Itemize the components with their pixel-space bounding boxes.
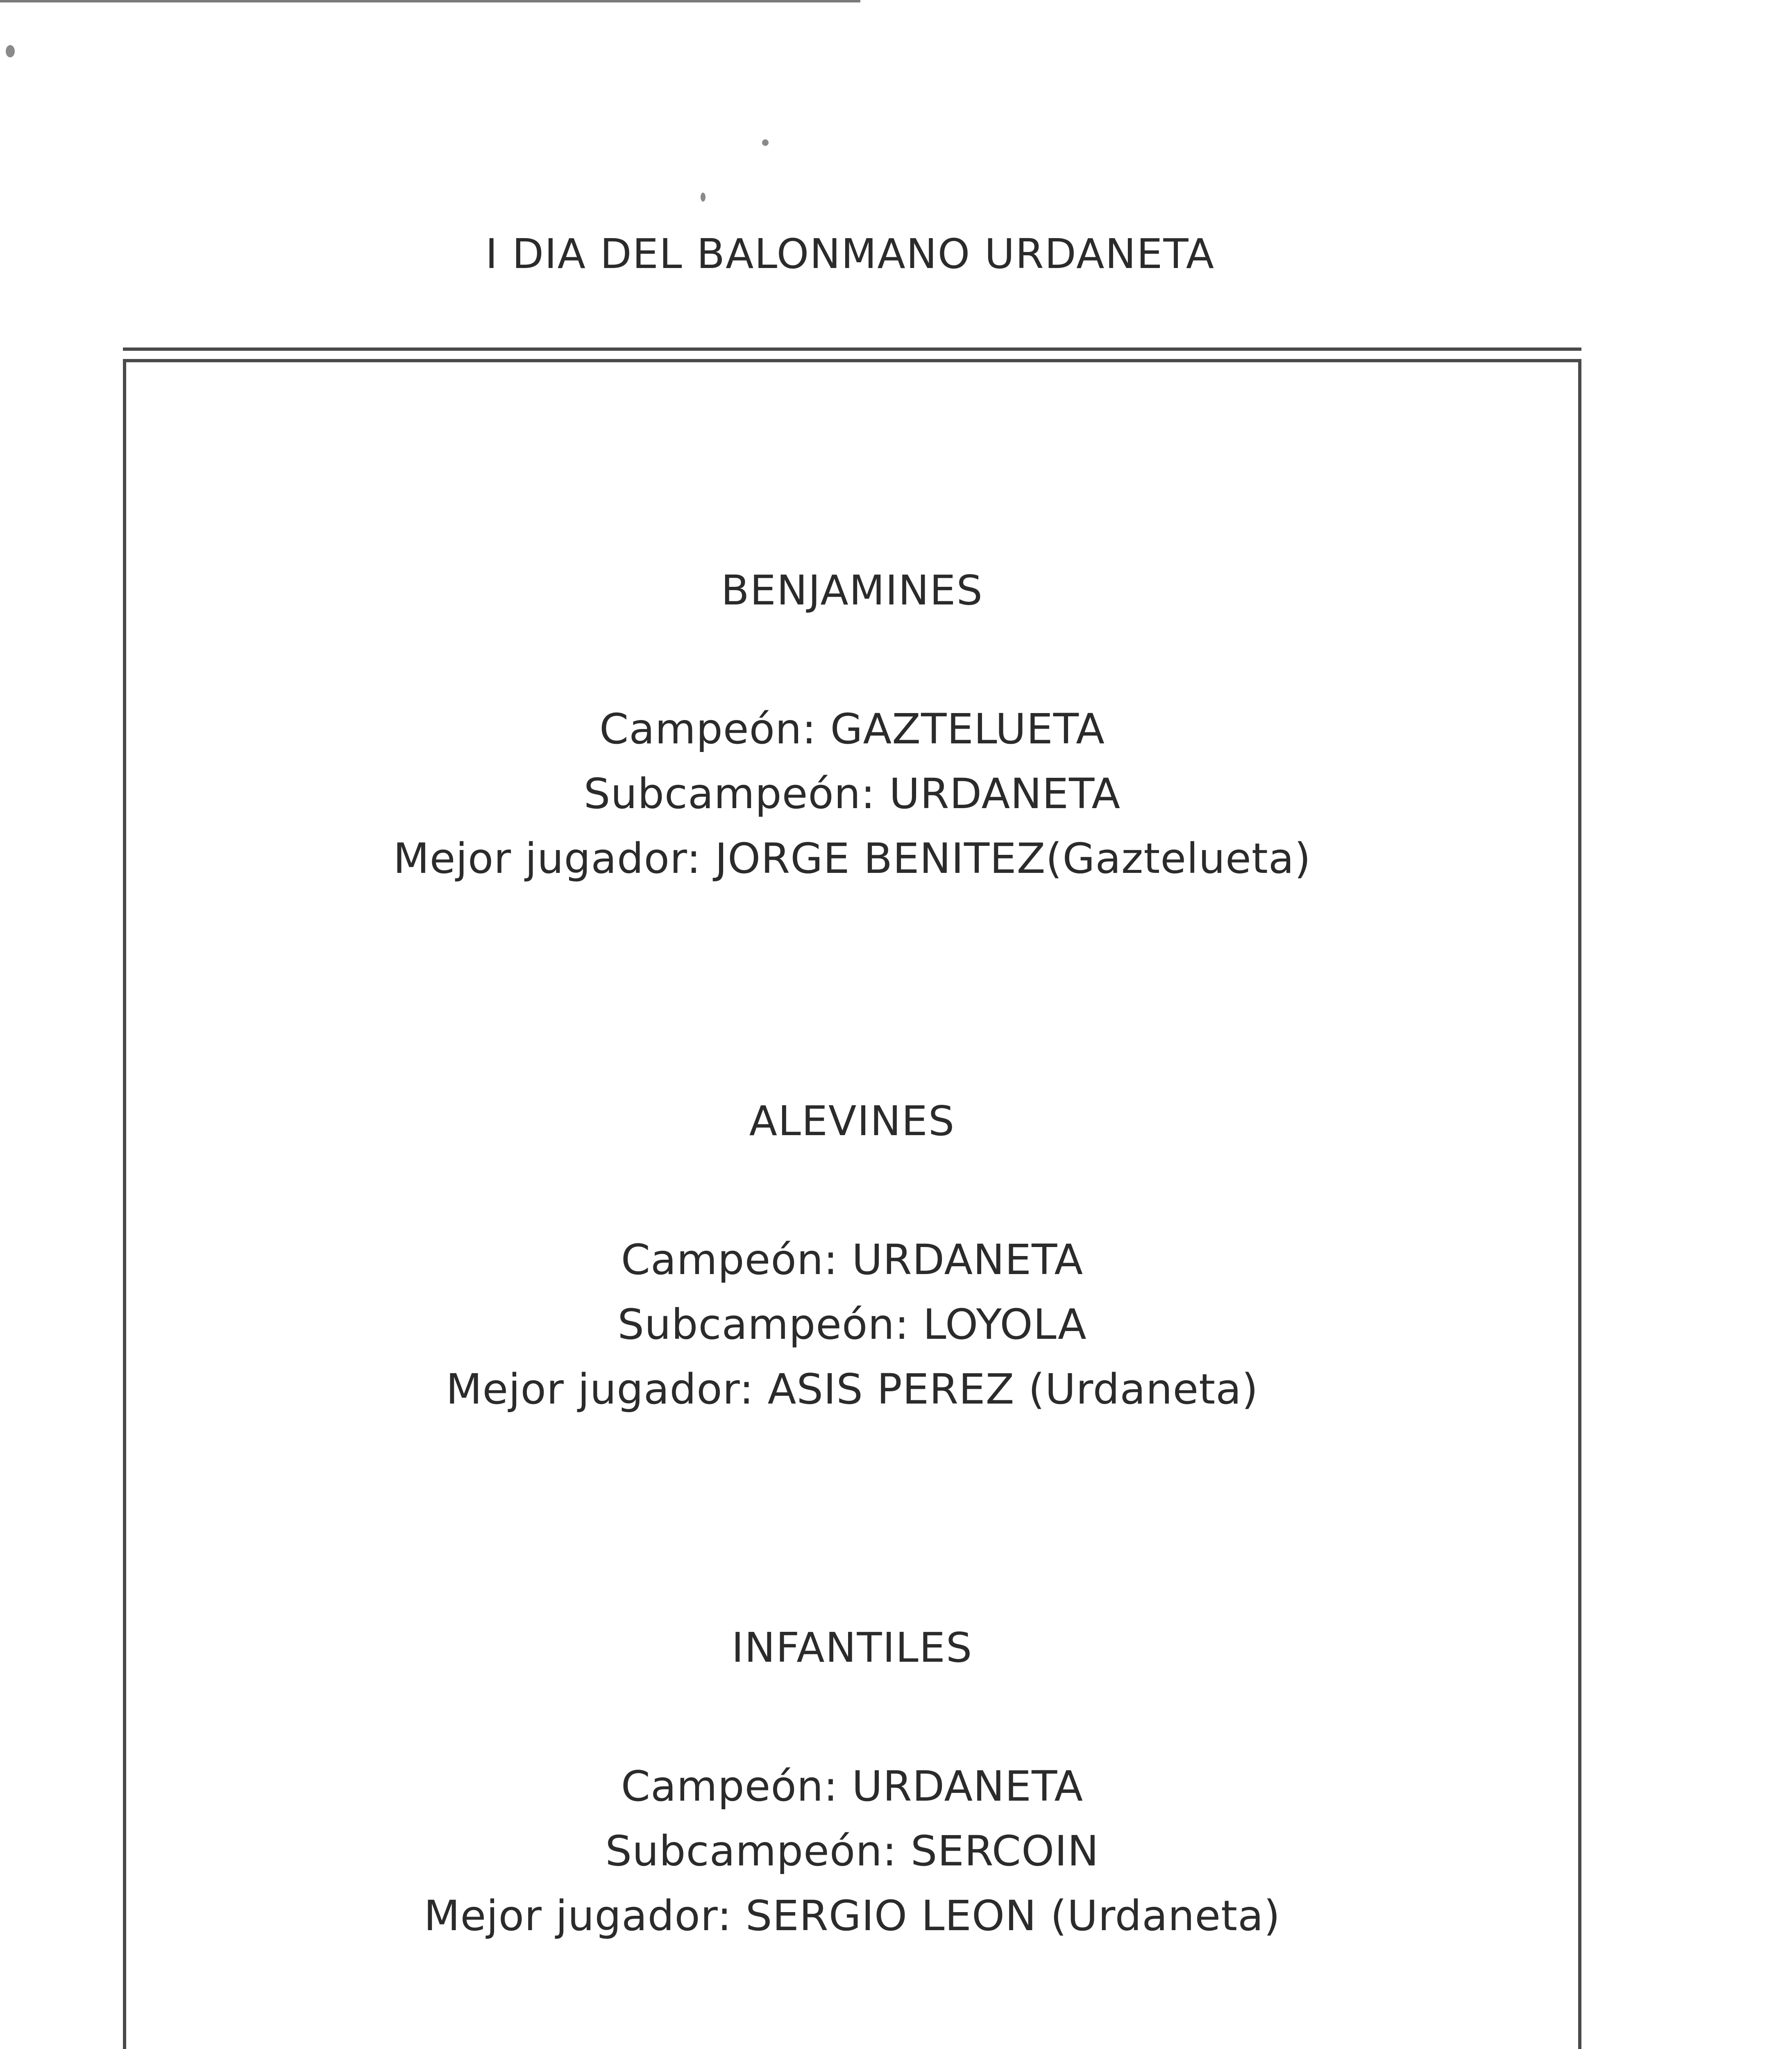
runner-up-line: Subcampeón: URDANETA <box>583 770 1121 818</box>
scan-speck <box>6 45 15 57</box>
frame-top-rule-outer <box>123 348 1581 351</box>
category-section-benjamines <box>126 566 1578 891</box>
page-title: I DIA DEL BALONMANO URDANETA <box>485 230 1215 278</box>
scan-speck <box>701 193 705 202</box>
category-title: ALEVINES <box>749 1097 955 1145</box>
scan-top-edge <box>0 0 860 2</box>
champion-line: Campeón: URDANETA <box>621 1236 1084 1284</box>
results-frame <box>123 359 1581 2049</box>
best-player-line: Mejor jugador: ASIS PEREZ (Urdaneta) <box>446 1365 1259 1414</box>
category-title: INFANTILES <box>731 1624 973 1672</box>
runner-up-line: Subcampeón: SERCOIN <box>605 1827 1099 1876</box>
runner-up-line: Subcampeón: LOYOLA <box>617 1300 1087 1349</box>
champion-line: Campeón: GAZTELUETA <box>599 705 1105 754</box>
best-player-line: Mejor jugador: JORGE BENITEZ(Gaztelueta) <box>393 834 1311 883</box>
category-title: BENJAMINES <box>721 566 983 614</box>
champion-line: Campeón: URDANETA <box>621 1762 1084 1811</box>
best-player-line: Mejor jugador: SERGIO LEON (Urdaneta) <box>424 1892 1281 1940</box>
scan-speck <box>762 139 769 146</box>
category-section-alevines <box>126 1097 1578 1422</box>
category-section-infantiles <box>126 1623 1578 1949</box>
